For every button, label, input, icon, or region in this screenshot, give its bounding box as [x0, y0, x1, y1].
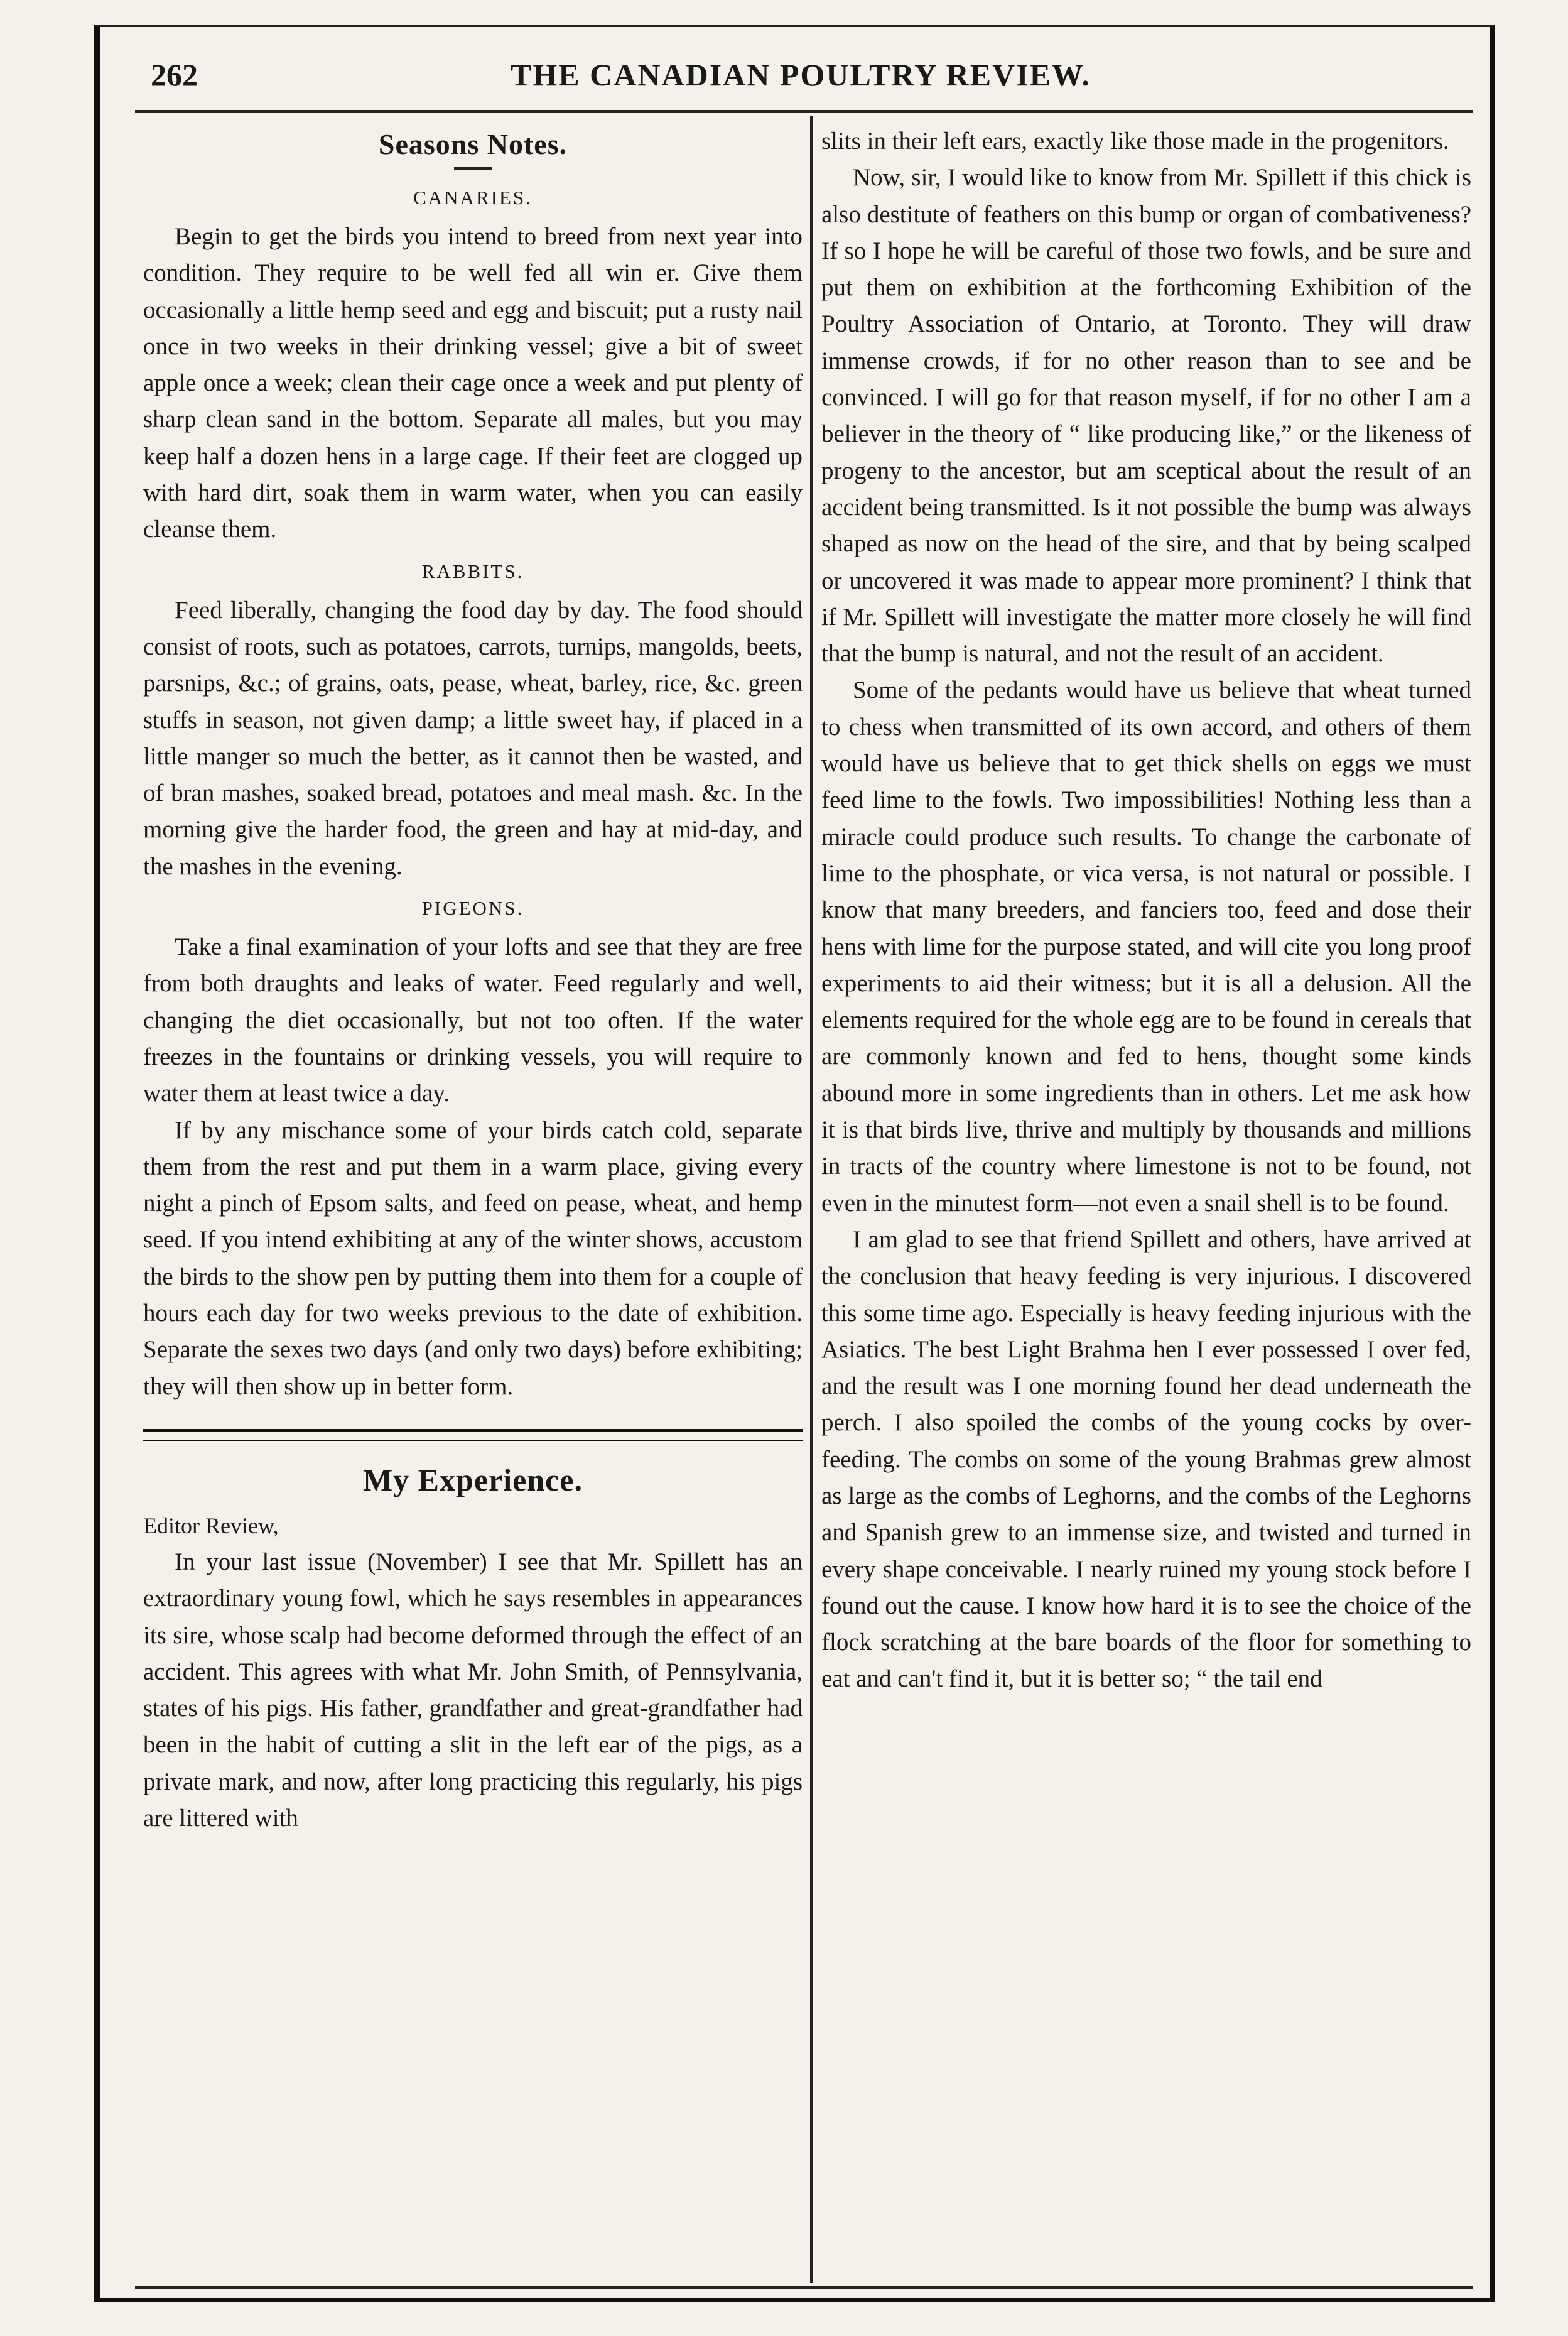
salutation: Editor Review, [143, 1513, 279, 1538]
journal-title: THE CANADIAN POULTRY REVIEW. [511, 57, 1091, 92]
pigeons-heading: PIGEONS. [421, 897, 524, 920]
rabbits-heading: RABBITS. [421, 560, 524, 582]
title-dash [454, 167, 492, 170]
pedants-paragraph: Some of the pedants would have us believe that wheat turned to chess when transmitted of its own accord, and others of them would have us believe that to get thick shells on eggs we must feed lime to the fowls. Two impossibilities! Nothing less than a miracle could produce such results. To change the carbonate of lime to the phosphate, or vica versa, is not natural or possible. I know that many breeders, and fanciers too, feed and dose their hens with lime for the purpose stated, and will cite you long proof experiments to aid their witness; but it is all a delusion. All the elements required for the whole egg are to be found in cereals that are commonly known and fed to hens, thought some kinds abound more in some ingredients than in others. Let me ask how it is that birds live, thrive and multiply by thousands and millions in tracts of the country where limestone is not to be found, not even in the minutest form—not even a snail shell is to be found. [821, 676, 1471, 1217]
bottom-rule [135, 2286, 1473, 2289]
canaries-paragraph: Begin to get the birds you intend to breed from next year into condition. They require to be well fed all win er. Give them occasionally a little hemp seed and egg and biscuit; put a rusty nail once in two weeks in their drinking vessel; give a bit of sweet apple once a week; clean their cage once a week and put plenty of sharp clean sand in the bottom. Separate all males, but you may keep half a dozen hens in a large cage. If their feet are clogged up with hard dirt, soak them in warm water, when you can easily cleanse them. [143, 223, 803, 543]
seasons-notes-title: Seasons Notes. [378, 128, 568, 160]
page-header [135, 50, 1466, 101]
column-divider [810, 116, 813, 2283]
pigeons-paragraph-2: If by any mischance some of your birds catch cold, separate them from the rest and put them in a warm place, giving every night a pinch of Epsom salts, and feed on pease, wheat, and hemp seed. If you intend exhibiting at any of the winter shows, accustom the birds to the show pen by putting them into them for a couple of hours each day for two weeks previous to the date of exhibition. Separate the sexes two days (and only two days) before exhibiting; they will then show up in better form. [143, 1116, 803, 1400]
rabbits-paragraph: Feed liberally, changing the food day by day. The food should consist of roots, such as potatoes, carrots, turnips, mangolds, beets, parsnips, &c.; of grains, oats, pease, wheat, barley, rice, &c. green stuffs in season, not given damp; a little sweet hay, if placed in a little manger so much the better, as it cannot then be wasted, and of bran mashes, soaked bread, potatoes and meal mash. &c. In the morning give the harder food, the green and hay at mid-day, and the mashes in the evening. [143, 596, 803, 880]
section-divider [143, 1429, 803, 1441]
left-column [143, 126, 803, 1837]
heavy-feeding-paragraph: I am glad to see that friend Spillett and others, have arrived at the conclusion that heavy feeding is very injurious. I discovered this some time ago. Especially is heavy feeding injurious with the Asiatics. The best Light Brahma hen I ever possessed I over fed, and the result was I one morning found her dead underneath the perch. I also spoiled the combs of the young cocks by over-feeding. The combs on some of the young Brahmas grew almost as large as the combs of Leghorns, and the combs of the Leghorns and Spanish grew to an immense size, and twisted and turned in every shape conceivable. I nearly ruined my young stock before I found out the cause. I know how hard it is to see the choice of the flock scratching at the bare boards of the floor for something to eat and can't find it, but it is better so; “ the tail end [821, 1225, 1471, 1693]
right-column [821, 123, 1471, 1698]
canaries-heading: CANARIES. [413, 187, 533, 209]
spillett-paragraph: Now, sir, I would like to know from Mr. Spillett if this chick is also destitute of feathers on this bump or organ of combativeness? If so I hope he will be careful of those two fowls, and be sure and put them on exhibition at the forthcoming Exhibition of the Poultry Association of Ontario, at Toronto. They will draw immense crowds, if for no other reason than to see and be convinced. I will go for that reason myself, if for no other I am a believer in the theory of “ like producing like,” or the likeness of progeny to the ancestor, but am sceptical about the result of an accident being transmitted. Is it not possible the bump was always shaped as now on the head of the sire, and that by being scalped or uncovered it was made to appear more prominent? I think that if Mr. Spillett will investigate the matter more closely he will find that the bump is natural, and not the result of an accident. [821, 164, 1471, 668]
page-number: 262 [151, 57, 198, 92]
my-experience-title: My Experience. [362, 1462, 583, 1497]
header-rule [135, 110, 1473, 113]
continued-paragraph: slits in their left ears, exactly like those made in the progenitors. [821, 128, 1449, 155]
pigeons-paragraph-1: Take a final examination of your lofts and see that they are free from both draughts and leaks of water. Feed regularly and well, changing the diet occasionally, but not too often. If the water freezes in the fountains or drinking vessels, you will require to water them at least twice a day. [143, 933, 803, 1107]
my-experience-paragraph: In your last issue (November) I see that Mr. Spillett has an extraordinary young fowl, which he says resembles in appearances its sire, whose scalp had become deformed through the effect of an accident. This agrees with what Mr. John Smith, of Pennsylvania, states of his pigs. His father, grandfather and great-grandfather had been in the habit of cutting a slit in the left ear of the pigs, as a private mark, and now, after long practicing this regularly, his pigs are littered with [143, 1548, 803, 1832]
